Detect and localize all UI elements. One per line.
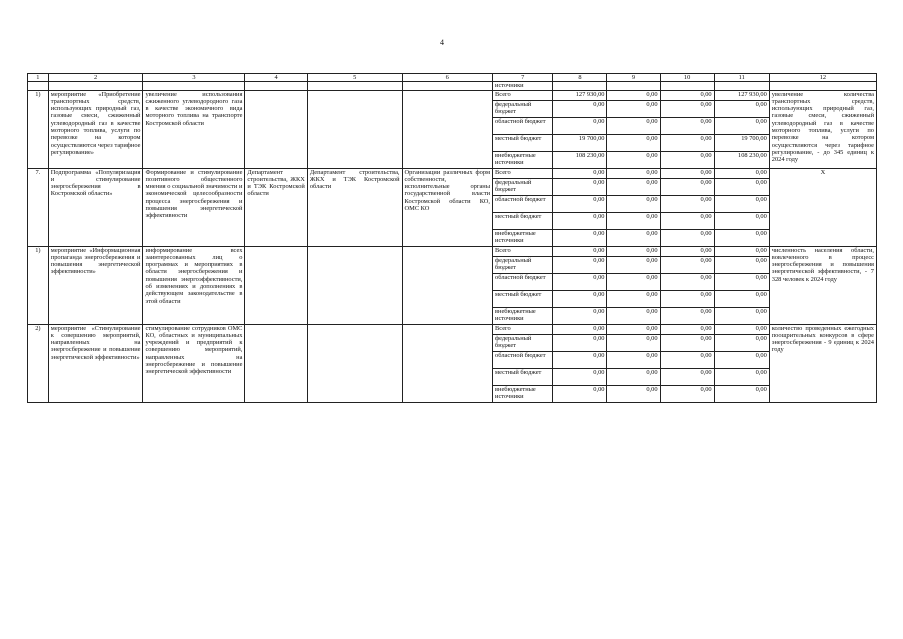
amount-cell: 0,00 (553, 334, 607, 351)
participants (402, 324, 493, 402)
amount-cell: 0,00 (553, 100, 607, 117)
co-executor (307, 324, 402, 402)
amount-cell: 0,00 (660, 168, 714, 178)
funding-source-label: федеральный бюджет (493, 256, 553, 273)
amount-cell: 0,00 (607, 307, 660, 324)
amount-cell: 0,00 (607, 324, 660, 334)
header-cell: 6 (402, 74, 493, 82)
activity-content: стимулирование сотрудников ОМС КО, областных и муниципальных учреждений и предприятий к совершению мероприятий, направленных на энергосбережение и повышение энергетической эффективности (143, 324, 245, 402)
amount-cell: 0,00 (553, 229, 607, 246)
amount-cell: 127 930,00 (553, 90, 607, 100)
amount-cell: 0,00 (607, 246, 660, 256)
funding-source-label: федеральный бюджет (493, 178, 553, 195)
header-cell: 2 (48, 74, 143, 82)
amount-cell: 127 930,00 (714, 90, 769, 100)
amount-cell: 0,00 (660, 290, 714, 307)
carry-over-label: источники (493, 82, 553, 90)
amount-cell: 0,00 (714, 290, 769, 307)
header-cell: 1 (28, 74, 49, 82)
row-number: 2) (28, 324, 49, 402)
amount-cell: 0,00 (714, 273, 769, 290)
amount-cell: 0,00 (660, 334, 714, 351)
amount-cell: 0,00 (607, 368, 660, 385)
amount-cell: 0,00 (607, 151, 660, 168)
page-number: 4 (440, 38, 444, 47)
funding-source-label: внебюджетные источники (493, 151, 553, 168)
amount-cell: 0,00 (607, 256, 660, 273)
amount-cell: 0,00 (660, 273, 714, 290)
funding-source-label: местный бюджет (493, 134, 553, 151)
amount-cell: 19 700,00 (553, 134, 607, 151)
funding-source-label: внебюджетные источники (493, 385, 553, 402)
funding-source-label: областной бюджет (493, 117, 553, 134)
funding-source-label: областной бюджет (493, 195, 553, 212)
funding-source-label: местный бюджет (493, 212, 553, 229)
activity-content: Формирование и стимулирование позитивного общественного мнения о социальной значимости и экономической целесообразности процесса энергосбережения и повышения энергетической эффективности (143, 168, 245, 246)
amount-cell: 0,00 (553, 307, 607, 324)
amount-cell: 0,00 (553, 246, 607, 256)
header-cell: 8 (553, 74, 607, 82)
amount-cell: 0,00 (553, 178, 607, 195)
amount-cell: 0,00 (607, 212, 660, 229)
amount-cell: 0,00 (607, 178, 660, 195)
funding-source-label: областной бюджет (493, 273, 553, 290)
amount-cell: 0,00 (553, 290, 607, 307)
amount-cell: 0,00 (660, 246, 714, 256)
amount-cell: 0,00 (714, 256, 769, 273)
amount-cell: 0,00 (714, 117, 769, 134)
participants: Организации различных форм собственности, исполнительные органы государственной власти Костромской области КО, ОМС КО (402, 168, 493, 246)
amount-cell: 0,00 (553, 324, 607, 334)
funding-source-label: местный бюджет (493, 290, 553, 307)
amount-cell: 108 230,00 (553, 151, 607, 168)
table-row (28, 168, 877, 178)
amount-cell: 0,00 (553, 273, 607, 290)
header-row (28, 74, 877, 82)
amount-cell: 0,00 (607, 90, 660, 100)
co-executor (307, 90, 402, 168)
activity-name: мероприятие «Приобретение транспортных средств, использующих природный газ, газовые смеси, сжиженный углеводородный газ в качестве моторного топлива, услуги по перевозке на котором осуществляются через тарифное регулирование» (48, 90, 143, 168)
amount-cell: 0,00 (714, 212, 769, 229)
row-number: 1) (28, 90, 49, 168)
funding-source-label: федеральный бюджет (493, 100, 553, 117)
amount-cell: 0,00 (607, 334, 660, 351)
amount-cell: 0,00 (714, 229, 769, 246)
carry-over-row (28, 82, 877, 90)
activity-name: мероприятие «Информационная пропаганда энергосбережения и повышения энергетической эффективности» (48, 246, 143, 324)
header-cell: 9 (607, 74, 660, 82)
activity-content: информирование всех заинтересованных лиц о программах и мероприятиях в области энергосбережения и повышения энергоэффективности, об изменениях и дополнениях в действующем законодательстве в этой области (143, 246, 245, 324)
table-row (28, 324, 877, 334)
expected-result: X (769, 168, 876, 246)
amount-cell: 0,00 (660, 385, 714, 402)
expected-result: увеличение количества транспортных средств, использующих природный газ, газовые смеси, сжиженный углеводородный газ в качестве моторного топлива, услуги по перевозке на котором осуществляются через тарифное регулирование, - до 345 единиц к 2024 году (769, 90, 876, 168)
amount-cell: 0,00 (714, 324, 769, 334)
row-number: 1) (28, 246, 49, 324)
amount-cell: 0,00 (553, 195, 607, 212)
amount-cell: 0,00 (607, 273, 660, 290)
funding-source-label: Всего (493, 90, 553, 100)
responsible-executor (245, 324, 307, 402)
activity-name: мероприятие «Стимулирование к совершению мероприятий, направленных на энергосбережение и повышение энергетической эффективности» (48, 324, 143, 402)
amount-cell: 0,00 (607, 229, 660, 246)
funding-source-label: областной бюджет (493, 351, 553, 368)
amount-cell: 0,00 (714, 385, 769, 402)
amount-cell: 0,00 (607, 168, 660, 178)
table-row (28, 90, 877, 100)
activity-content: увеличение использования сжиженного углеводородного газа в качестве экономичного вида моторного топлива на транспорте Костромской области (143, 90, 245, 168)
amount-cell: 0,00 (714, 334, 769, 351)
amount-cell: 0,00 (607, 351, 660, 368)
amount-cell: 19 700,00 (714, 134, 769, 151)
amount-cell: 0,00 (660, 195, 714, 212)
amount-cell: 0,00 (714, 168, 769, 178)
amount-cell: 0,00 (660, 90, 714, 100)
amount-cell: 0,00 (553, 351, 607, 368)
responsible-executor (245, 90, 307, 168)
funding-source-label: внебюджетные источники (493, 307, 553, 324)
amount-cell: 0,00 (660, 212, 714, 229)
amount-cell: 0,00 (553, 368, 607, 385)
funding-source-label: Всего (493, 324, 553, 334)
amount-cell: 0,00 (553, 212, 607, 229)
amount-cell: 0,00 (714, 100, 769, 117)
amount-cell: 0,00 (607, 195, 660, 212)
amount-cell: 0,00 (660, 229, 714, 246)
header-cell: 7 (493, 74, 553, 82)
header-cell: 4 (245, 74, 307, 82)
amount-cell: 0,00 (553, 168, 607, 178)
responsible-executor (245, 246, 307, 324)
amount-cell: 0,00 (607, 385, 660, 402)
amount-cell: 0,00 (714, 195, 769, 212)
expected-result: количество проведенных ежегодных поощрительных конкурсов в сфере энергосбережения - 9 единиц к 2024 году (769, 324, 876, 402)
funding-source-label: Всего (493, 246, 553, 256)
amount-cell: 0,00 (660, 100, 714, 117)
amount-cell: 0,00 (660, 134, 714, 151)
activity-name: Подпрограмма «Популяризация и стимулирование энергосбережения в Костромской области» (48, 168, 143, 246)
header-cell: 12 (769, 74, 876, 82)
amount-cell: 0,00 (660, 256, 714, 273)
amount-cell: 0,00 (607, 134, 660, 151)
amount-cell: 0,00 (660, 117, 714, 134)
funding-source-label: местный бюджет (493, 368, 553, 385)
amount-cell: 0,00 (714, 307, 769, 324)
co-executor: Департамент строительства, ЖКХ и ТЭК Костромской области (307, 168, 402, 246)
amount-cell: 0,00 (553, 256, 607, 273)
funding-source-label: внебюджетные источники (493, 229, 553, 246)
amount-cell: 0,00 (607, 117, 660, 134)
header-cell: 11 (714, 74, 769, 82)
expected-result: численность населения области, вовлеченного в процесс энергосбережения и повышения энергетической эффективности, - 7 328 человек к 2024 году (769, 246, 876, 324)
amount-cell: 0,00 (660, 178, 714, 195)
header-cell: 5 (307, 74, 402, 82)
amount-cell: 0,00 (660, 307, 714, 324)
amount-cell: 0,00 (660, 368, 714, 385)
amount-cell: 0,00 (660, 324, 714, 334)
co-executor (307, 246, 402, 324)
header-cell: 10 (660, 74, 714, 82)
amount-cell: 0,00 (714, 246, 769, 256)
amount-cell: 0,00 (607, 290, 660, 307)
header-cell: 3 (143, 74, 245, 82)
amount-cell: 0,00 (714, 368, 769, 385)
amount-cell: 0,00 (714, 351, 769, 368)
participants (402, 90, 493, 168)
program-table (27, 73, 877, 403)
funding-source-label: федеральный бюджет (493, 334, 553, 351)
amount-cell: 0,00 (714, 178, 769, 195)
table-row (28, 246, 877, 256)
participants (402, 246, 493, 324)
amount-cell: 0,00 (660, 351, 714, 368)
amount-cell: 0,00 (553, 117, 607, 134)
amount-cell: 0,00 (660, 151, 714, 168)
funding-source-label: Всего (493, 168, 553, 178)
responsible-executor: Департамент строительства, ЖКХ и ТЭК Костромской области (245, 168, 307, 246)
row-number: 7. (28, 168, 49, 246)
amount-cell: 108 230,00 (714, 151, 769, 168)
amount-cell: 0,00 (553, 385, 607, 402)
amount-cell: 0,00 (607, 100, 660, 117)
